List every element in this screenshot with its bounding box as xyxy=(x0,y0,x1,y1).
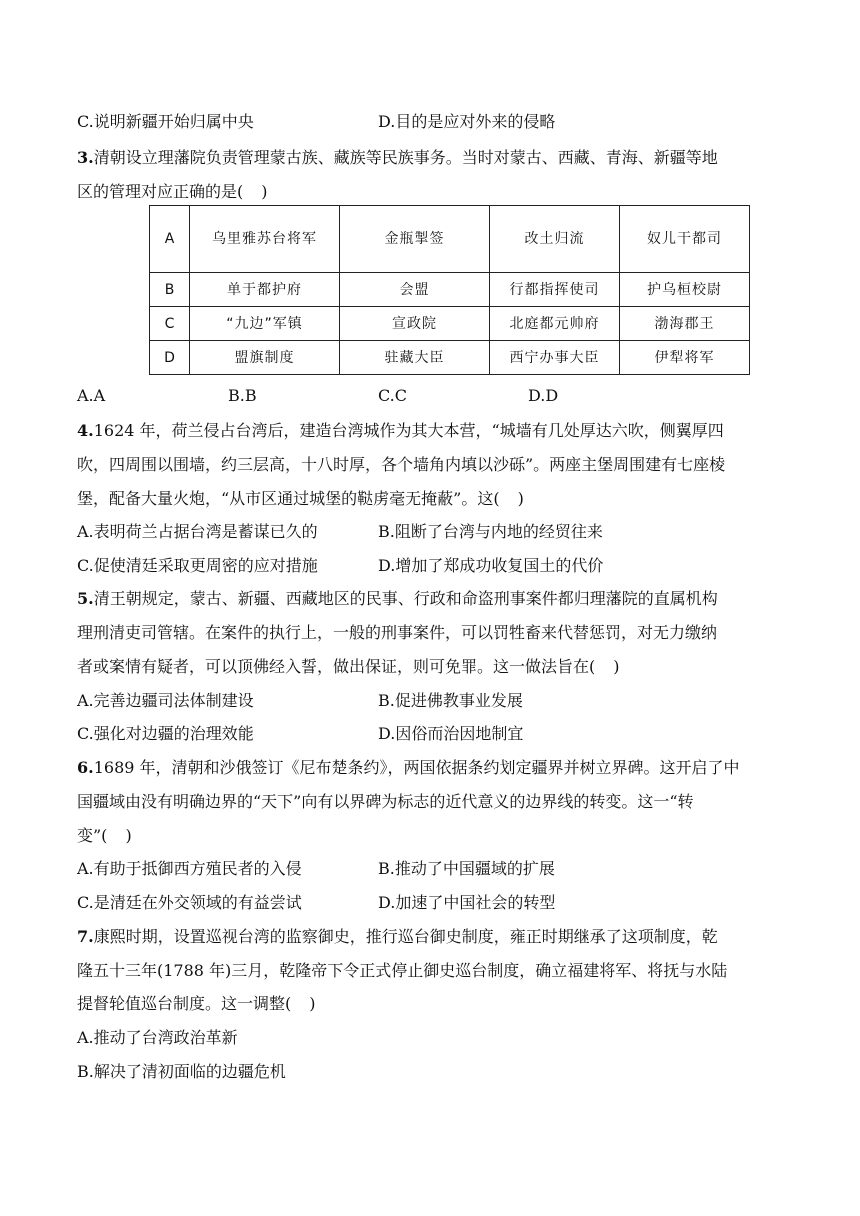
q4-stem-text-1: 1624 年，荷兰侵占台湾后，建造台湾城作为其大本营，“城墙有几处厚达六吹，侧翼厚四 xyxy=(93,421,724,440)
table-cell: 奴儿干都司 xyxy=(620,206,750,273)
q7-stem-line-1 xyxy=(77,926,718,948)
table-cell: 驻藏大臣 xyxy=(340,341,490,375)
table-cell: 护乌桓校尉 xyxy=(620,273,750,307)
table-cell: 改土归流 xyxy=(490,206,620,273)
q4-option-b: B.阻断了台湾与内地的经贸往来 xyxy=(378,522,603,541)
q7-stem-line-2: 隆五十三年(1788 年)三月，乾隆帝下令正式停止御史巡台制度，确立福建将军、将抚与水陆 xyxy=(77,961,728,980)
q7-stem-line-3 xyxy=(77,993,316,1015)
table-cell: 伊犁将军 xyxy=(620,341,750,375)
q4-option-d: D.增加了郑成功收复国土的代价 xyxy=(378,556,604,575)
row-key: B xyxy=(150,273,190,307)
q3-option-b: B.B xyxy=(228,386,257,405)
table-cell: “九边”军镇 xyxy=(190,307,340,341)
q5-stem-text-3: 者或案情有疑者，可以顶佛经入誓，做出保证，则可免罪。这一做法旨在( xyxy=(77,657,596,676)
q5-option-b: B.促进佛教事业发展 xyxy=(378,691,523,710)
q4-number: 4. xyxy=(77,421,94,440)
q7-option-a: A.推动了台湾政治革新 xyxy=(77,1028,238,1047)
q7-number: 7. xyxy=(77,927,94,946)
row-key: A xyxy=(150,206,190,273)
q4-option-a: A.表明荷兰占据台湾是蓄谋已久的 xyxy=(77,522,318,541)
q7-option-b: B.解决了清初面临的边疆危机 xyxy=(77,1062,286,1081)
q6-option-b: B.推动了中国疆域的扩展 xyxy=(378,859,555,878)
table-cell: 会盟 xyxy=(340,273,490,307)
table-row-c xyxy=(150,307,750,341)
q5-number: 5. xyxy=(77,589,94,608)
row-key: C xyxy=(150,307,190,341)
table-row-d xyxy=(150,341,750,375)
q6-option-c: C.是清廷在外交领域的有益尝试 xyxy=(77,893,302,912)
q4-stem-close: ) xyxy=(517,489,524,508)
q6-option-d: D.加速了中国社会的转型 xyxy=(378,893,556,912)
q6-number: 6. xyxy=(77,758,94,777)
table-cell: 单于都护府 xyxy=(190,273,340,307)
q3-option-a: A.A xyxy=(77,386,106,405)
table-cell: 宣政院 xyxy=(340,307,490,341)
table-cell: 西宁办事大臣 xyxy=(490,341,620,375)
q4-stem-text-3: 堡，配备大量火炮，“从市区通过城堡的鞑虏毫无掩蔽”。这( xyxy=(77,489,500,508)
q6-stem-line-3 xyxy=(77,825,132,847)
q3-option-d: D.D xyxy=(528,386,559,405)
row-key: D xyxy=(150,341,190,375)
q4-stem-line-1 xyxy=(77,420,724,442)
q5-stem-line-2: 理刑清吏司管辖。在案件的执行上，一般的刑事案件，可以罚牲畜来代替惩罚，对无力缴纳 xyxy=(77,623,718,642)
q3-number: 3. xyxy=(77,148,94,167)
q3-stem-close: ) xyxy=(261,182,268,201)
q3-stem-text-2: 区的管理对应正确的是( xyxy=(77,182,244,201)
q5-option-c: C.强化对边疆的治理效能 xyxy=(77,724,254,743)
table-cell: 行都指挥使司 xyxy=(490,273,620,307)
q3-stem-line-1 xyxy=(77,147,718,169)
q3-options-table xyxy=(149,205,750,375)
q5-stem-line-3 xyxy=(77,656,620,678)
table-cell: 乌里雅苏台将军 xyxy=(190,206,340,273)
q6-stem-line-2: 国疆域由没有明确边界的“天下”向有以界碑为标志的近代意义的边界线的转变。这一“转 xyxy=(77,792,694,811)
q3-option-c: C.C xyxy=(378,386,407,405)
q2-option-c: C.说明新疆开始归属中央 xyxy=(77,112,254,131)
table-cell: 盟旗制度 xyxy=(190,341,340,375)
q6-stem-text-3: 变”( xyxy=(77,826,108,845)
table-row-b xyxy=(150,273,750,307)
q6-option-a: A.有助于抵御西方殖民者的入侵 xyxy=(77,859,302,878)
q3-stem-line-2 xyxy=(77,181,268,203)
q7-stem-text-1: 康熙时期，设置巡视台湾的监察御史，推行巡台御史制度，雍正时期继承了这项制度，乾 xyxy=(93,927,718,946)
q3-stem-text-1: 清朝设立理藩院负责管理蒙古族、藏族等民族事务。当时对蒙古、西藏、青海、新疆等地 xyxy=(93,148,718,167)
q4-stem-line-3 xyxy=(77,488,524,510)
q5-option-a: A.完善边疆司法体制建设 xyxy=(77,691,254,710)
q6-stem-close: ) xyxy=(125,826,132,845)
q5-stem-close: ) xyxy=(613,657,620,676)
q5-stem-text-1: 清王朝规定，蒙古、新疆、西藏地区的民事、行政和命盗刑事案件都归理藩院的直属机构 xyxy=(93,589,718,608)
q6-stem-text-1: 1689 年，清朝和沙俄签订《尼布楚条约》，两国依据条约划定疆界并树立界碑。这开启了中 xyxy=(93,758,740,777)
q4-stem-line-2: 吹，四周围以围墙，约三层高，十八时厚，各个墙角内填以沙砾”。两座主堡周围建有七座棱 xyxy=(77,455,726,474)
q7-stem-text-3: 提督轮值巡台制度。这一调整( xyxy=(77,994,292,1013)
table-cell: 北庭都元帅府 xyxy=(490,307,620,341)
q7-stem-close: ) xyxy=(309,994,316,1013)
q4-option-c: C.促使清廷采取更周密的应对措施 xyxy=(77,556,318,575)
q5-stem-line-1 xyxy=(77,588,718,610)
q6-stem-line-1 xyxy=(77,757,740,779)
table-cell: 渤海郡王 xyxy=(620,307,750,341)
table-cell: 金瓶掣签 xyxy=(340,206,490,273)
q5-option-d: D.因俗而治因地制宜 xyxy=(378,724,524,743)
table-row-a xyxy=(150,206,750,273)
q2-option-d: D.目的是应对外来的侵略 xyxy=(378,112,556,131)
